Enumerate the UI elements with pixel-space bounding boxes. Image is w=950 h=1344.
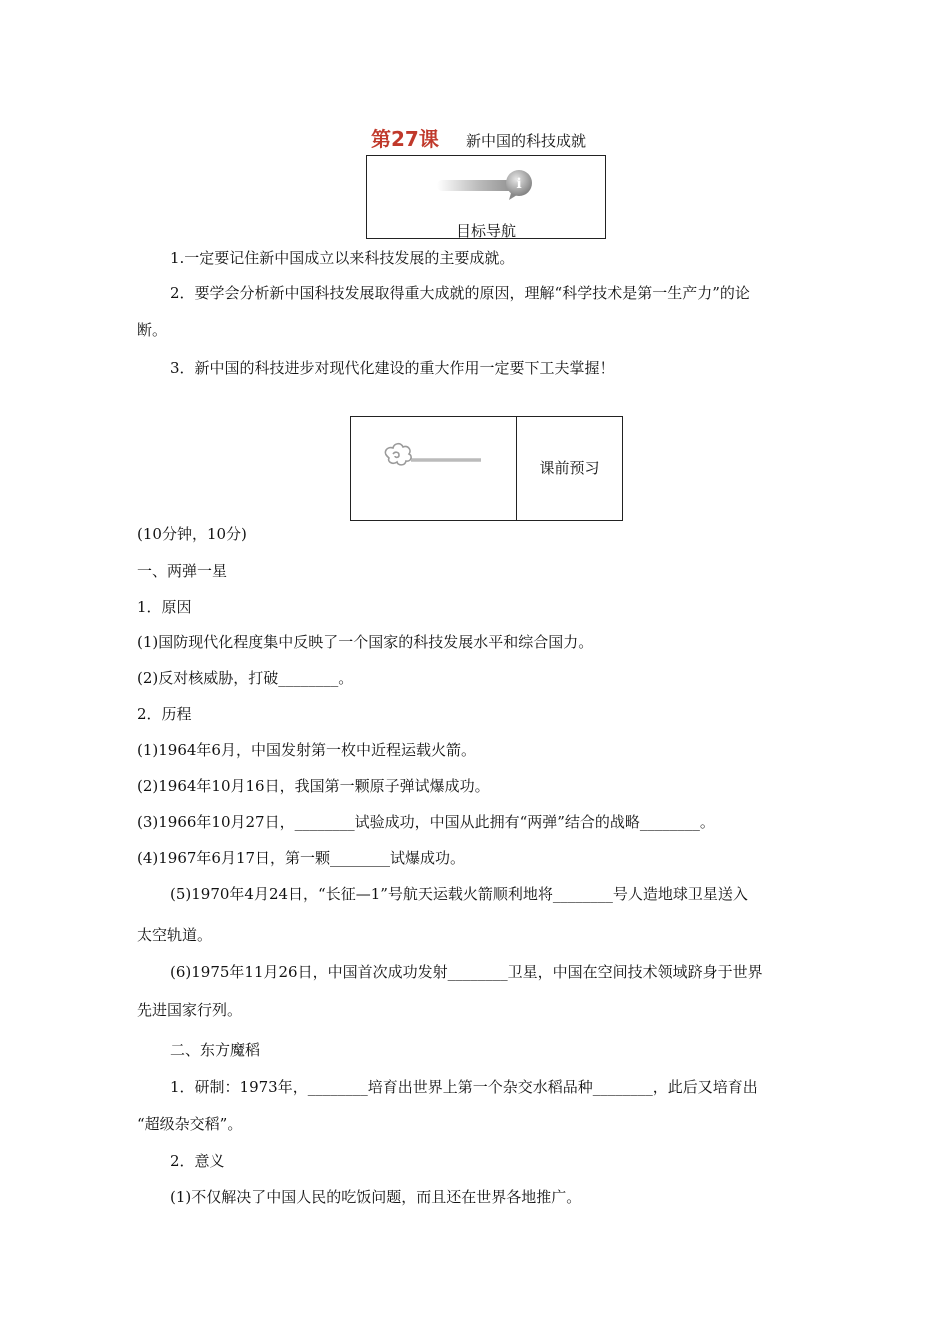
significance-heading: 2．意义 — [170, 1152, 225, 1170]
goal-navigation-box — [366, 155, 606, 239]
process-item-6-cont: 先进国家行列。 — [137, 1001, 243, 1019]
goal-item-2-cont: 断。 — [137, 321, 168, 339]
lesson-title: 新中国的科技成就 — [465, 132, 586, 150]
time-note: (10分钟，10分) — [137, 525, 247, 543]
info-icon — [433, 166, 543, 206]
process-item-6: (6)1975年11月26日，中国首次成功发射________卫星，中国在空间技术领域跻身于世界 — [170, 963, 763, 981]
preview-label: 课前预习 — [539, 459, 600, 477]
goal-item-3: 3．新中国的科技进步对现代化建设的重大作用一定要下工夫掌握！ — [170, 359, 615, 377]
svg-text:i: i — [516, 176, 522, 192]
process-heading: 2．历程 — [137, 705, 192, 723]
research-line-2: “超级杂交稻”。 — [137, 1115, 243, 1133]
process-item-2: (2)1964年10月16日，我国第一颗原子弹试爆成功。 — [137, 777, 490, 795]
section2-heading: 二、东方魔稻 — [170, 1041, 261, 1059]
process-item-3: (3)1966年10月27日，________试验成功，中国从此拥有“两弹”结合的战略________。 — [137, 813, 715, 831]
reason-item-2: (2)反对核威胁，打破________。 — [137, 669, 354, 687]
process-item-4: (4)1967年6月17日，第一颗________试爆成功。 — [137, 849, 466, 867]
preview-box — [350, 416, 623, 521]
process-item-1: (1)1964年6月，中国发射第一枚中近程运载火箭。 — [137, 741, 476, 759]
lesson-number: 第27课 — [371, 127, 439, 151]
reason-heading: 1．原因 — [137, 598, 192, 616]
significance-item-1: (1)不仅解决了中国人民的吃饭问题，而且还在世界各地推广。 — [170, 1188, 582, 1206]
process-item-5: (5)1970年4月24日，“长征—1”号航天运载火箭顺利地将________号人造地球卫星送入 — [170, 885, 748, 903]
page-title — [371, 126, 586, 152]
goal-navigation-label: 目标导航 — [455, 222, 516, 240]
goal-item-2: 2．要学会分析新中国科技发展取得重大成就的原因，理解“科学技术是第一生产力”的论 — [170, 284, 750, 302]
reason-item-1: (1)国防现代化程度集中反映了一个国家的科技发展水平和综合国力。 — [137, 633, 594, 651]
process-item-5-cont: 太空轨道。 — [137, 926, 213, 944]
research-line-1: 1．研制：1973年，________培育出世界上第一个杂交水稻品种________，此后又培育出 — [170, 1078, 758, 1096]
cloud-icon — [381, 440, 491, 480]
section1-heading: 一、两弹一星 — [137, 562, 228, 580]
goal-item-1: 1.一定要记住新中国成立以来科技发展的主要成就。 — [170, 249, 515, 267]
